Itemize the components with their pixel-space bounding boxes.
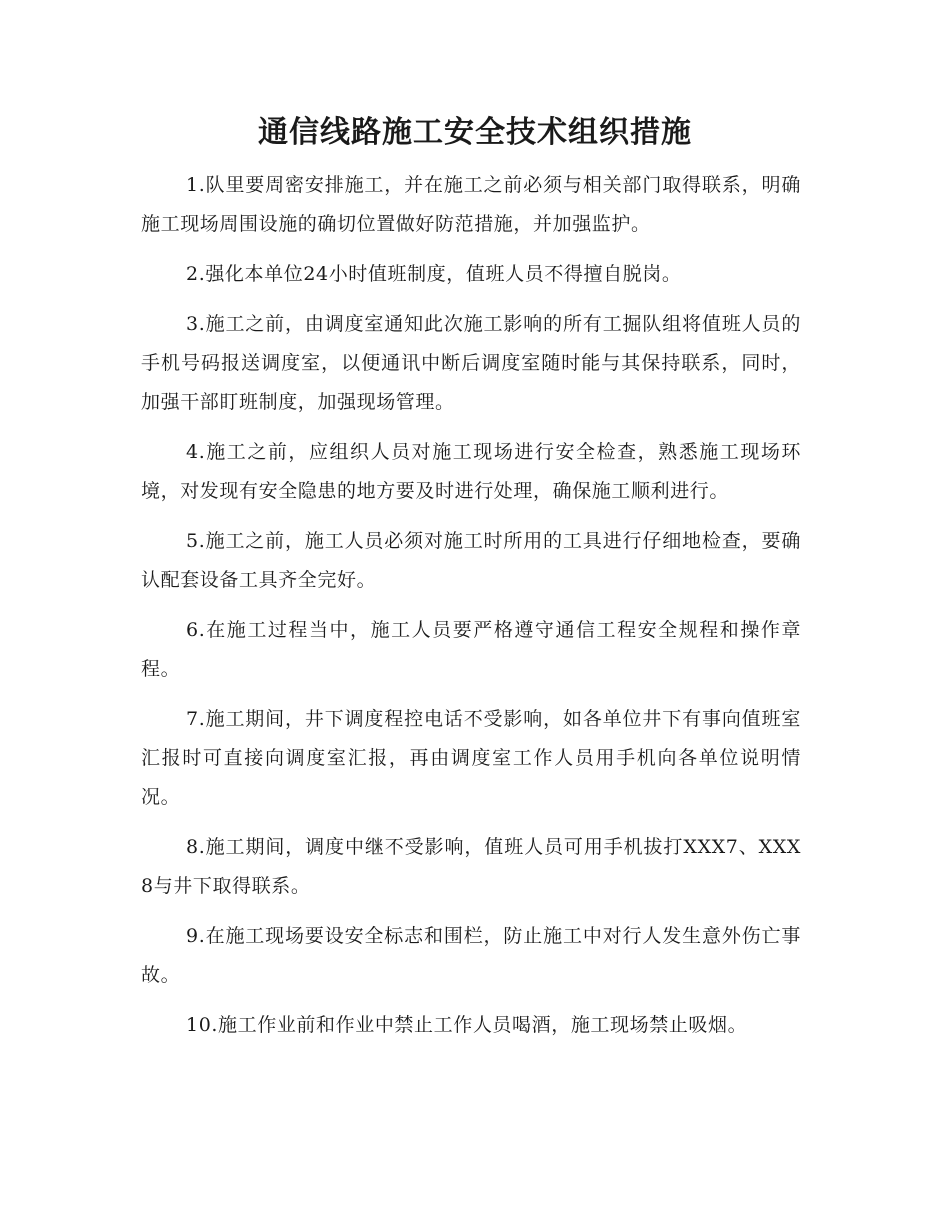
paragraph-6: 6.在施工过程当中，施工人员要严格遵守通信工程安全规程和操作章程。 [141, 619, 801, 680]
paragraph-7: 7.施工期间，井下调度程控电话不受影响，如各单位井下有事向值班室汇报时可直接向调度室汇报，再由调度室工作人员用手机向各单位说明情况。 [141, 708, 801, 808]
paragraph-9: 9.在施工现场要设安全标志和围栏，防止施工中对行人发生意外伤亡事故。 [141, 925, 801, 986]
paragraph-4: 4.施工之前，应组织人员对施工现场进行安全检查，熟悉施工现场环境，对发现有安全隐患的地方要及时进行处理，确保施工顺利进行。 [141, 441, 801, 502]
document-title: 通信线路施工安全技术组织措施 [258, 115, 692, 150]
paragraph-10: 10.施工作业前和作业中禁止工作人员喝酒，施工现场禁止吸烟。 [186, 1014, 748, 1036]
paragraph-3: 3.施工之前，由调度室通知此次施工影响的所有工掘队组将值班人员的手机号码报送调度室，以便通讯中断后调度室随时能与其保持联系，同时，加强干部盯班制度，加强现场管理。 [141, 313, 801, 413]
paragraph-5: 5.施工之前，施工人员必须对施工时所用的工具进行仔细地检查，要确认配套设备工具齐全完好。 [141, 530, 801, 591]
paragraph-8: 8.施工期间，调度中继不受影响，值班人员可用手机拔打XXX7、XXX8与井下取得联系。 [141, 836, 801, 897]
document-body [141, 166, 801, 1056]
paragraph-1: 1.队里要周密安排施工，并在施工之前必须与相关部门取得联系，明确施工现场周围设施的确切位置做好防范措施，并加强监护。 [141, 174, 801, 235]
paragraph-2: 2.强化本单位24小时值班制度，值班人员不得擅自脱岗。 [186, 263, 682, 285]
